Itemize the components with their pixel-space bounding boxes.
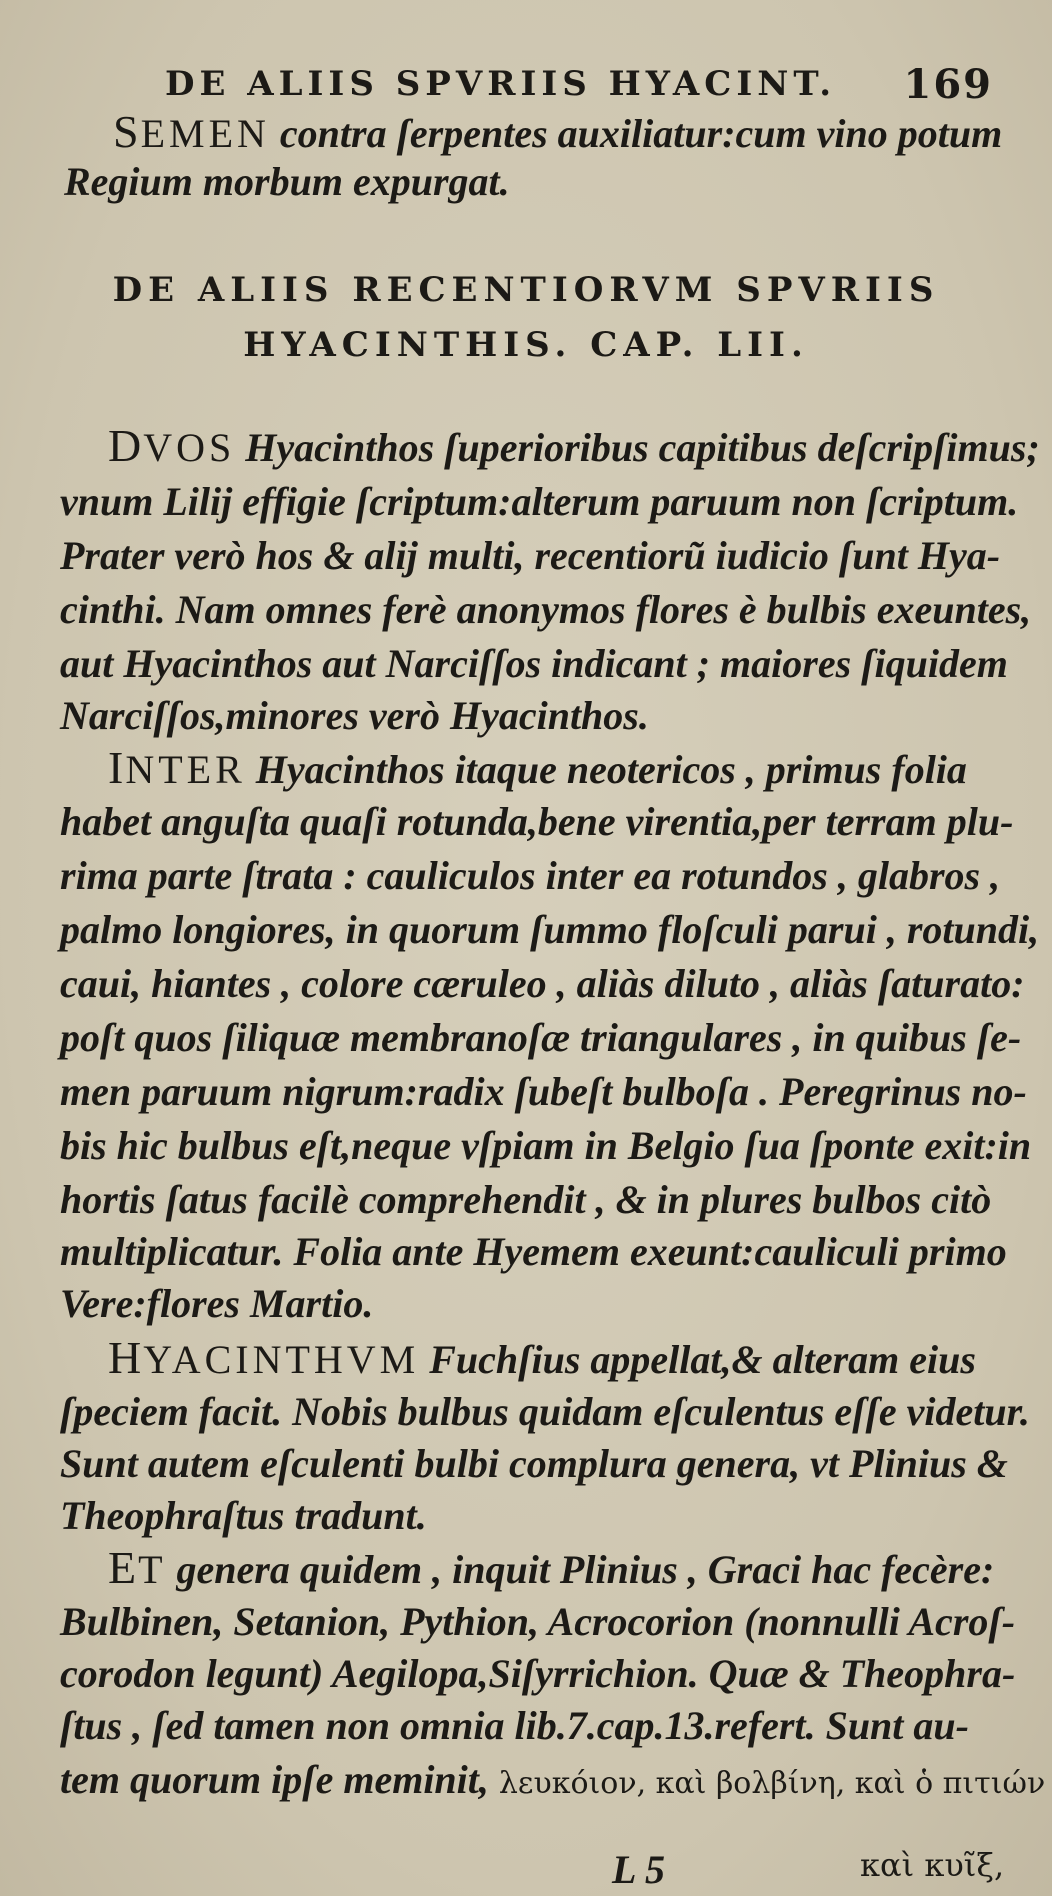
text-line: caui, hiantes , colore cæruleo , aliàs diluto , aliàs ſaturato:	[60, 961, 1025, 1006]
text-line: Vere:flores Martio.	[60, 1281, 374, 1326]
text-line: tem quorum ipſe meminit, λευκόιον, καὶ βολβίνη, καὶ ὁ πιτιών	[60, 1757, 1046, 1802]
chapter-heading-line-1: DE ALIIS RECENTIORVM SPVRIIS	[112, 270, 940, 310]
text-line: palmo longiores, in quorum ſummo floſculi parui , rotundi,	[60, 907, 1040, 952]
text-line: vnum Lilij effigie ſcriptum:alterum paruum non ſcriptum.	[60, 479, 1019, 524]
running-header	[165, 56, 993, 112]
text-line: Regium morbum expurgat.	[64, 159, 510, 204]
text-line: men paruum nigrum:radix ſubeſt bulboſa . Peregrinus no-	[60, 1069, 1027, 1114]
text-line: Narciſſos,minores verò Hyacinthos.	[60, 693, 649, 738]
text-line: bis hic bulbus eſt,neque vſpiam in Belgio ſua ſponte exit:in	[60, 1123, 1032, 1168]
greek-text: λευκόιον, καὶ βολβίνη, καὶ ὁ πιτιών	[498, 1766, 1046, 1801]
text-line: Theophraſtus tradunt.	[60, 1493, 427, 1538]
text-line: cinthi. Nam omnes ferè anonymos flores è bulbis exeuntes,	[60, 587, 1032, 632]
text-line: Sunt autem eſculenti bulbi complura genera, vt Plinius &	[60, 1441, 1008, 1486]
page-footer	[0, 1846, 1052, 1894]
text-line: hortis ſatus facilè comprehendit , & in plures bulbos citò	[60, 1177, 992, 1222]
text-line: INTER Hyacinthos itaque neotericos , primus folia	[108, 742, 967, 793]
text-line: ſpeciem facit. Nobis bulbus quidam eſculentus eſſe videtur.	[60, 1389, 1030, 1434]
text-line: SEMEN contra ſerpentes auxiliatur:cum vino potum	[113, 106, 1003, 157]
text-line: HYACINTHVM Fuchſius appellat,& alteram eius	[108, 1332, 976, 1383]
text-line: ſtus , ſed tamen non omnia lib.7.cap.13.refert. Sunt au-	[60, 1703, 969, 1748]
text-line: Bulbinen, Setanion, Pythion, Acrocorion (nonnulli Acroſ-	[60, 1599, 1016, 1644]
text-line: ET genera quidem , inquit Plinius , Graci hac fecère:	[108, 1542, 995, 1593]
page-number: 169	[903, 60, 993, 108]
text-line: aut Hyacinthos aut Narciſſos indicant ; maiores ſiquidem	[60, 641, 1008, 686]
text-line: habet anguſta quaſi rotunda,bene virentia,per terram plu-	[60, 799, 1014, 844]
signature-mark: L 5	[612, 1847, 665, 1892]
chapter-heading-line-2: HYACINTHIS. CAP. LII.	[243, 325, 809, 365]
text-line: poſt quos ſiliquæ membranoſæ triangulares , in quibus ſe-	[60, 1015, 1022, 1060]
catchword: καὶ κυῖξ,	[860, 1846, 1005, 1884]
text-line: Prater verò hos & alij multi, recentiorũ iudicio ſunt Hya-	[60, 533, 1001, 578]
text-line: corodon legunt) Aegilopa,Siſyrrichion. Quæ & Theophra-	[60, 1651, 1016, 1696]
text-line: rima parte ſtrata : cauliculos inter ea rotundos , glabros ,	[60, 853, 1001, 898]
text-line: DVOS Hyacinthos ſuperioribus capitibus deſcripſimus;	[108, 420, 1040, 471]
text-line: multiplicatur. Folia ante Hyemem exeunt:cauliculi primo	[60, 1229, 1007, 1274]
running-title: DE ALIIS SPVRIIS HYACINT.	[165, 64, 837, 104]
